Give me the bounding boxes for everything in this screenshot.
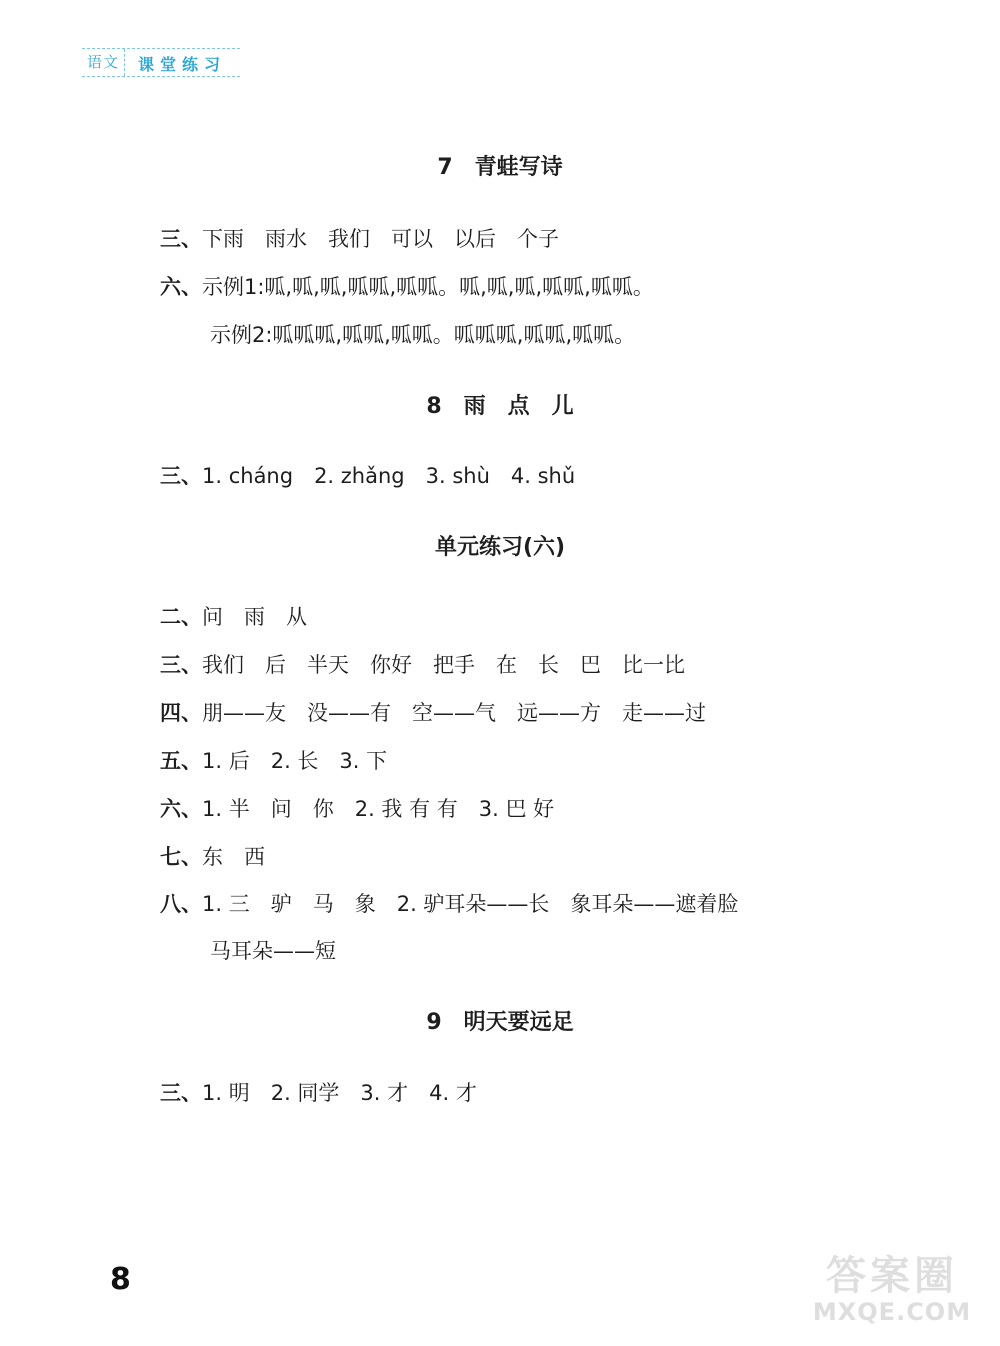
answer-line [160, 271, 654, 301]
question-number: 七、 [160, 845, 202, 869]
answer-line [160, 649, 685, 679]
page-header [82, 48, 240, 77]
watermark [802, 1254, 982, 1334]
question-number: 六、 [160, 275, 202, 299]
answer-text: 我们 后 半天 你好 把手 在 长 巴 比一比 [202, 653, 685, 677]
answer-line [160, 697, 706, 727]
page-number: 8 [110, 1262, 131, 1297]
answer-line [160, 793, 554, 823]
answer-text: 问 雨 从 [202, 605, 307, 629]
question-number: 八、 [160, 892, 202, 916]
question-number: 五、 [160, 749, 202, 773]
question-number: 二、 [160, 605, 202, 629]
question-number: 六、 [160, 797, 202, 821]
answer-line [160, 1077, 477, 1107]
answer-line [160, 601, 307, 631]
book-title: 课堂练习 [138, 55, 227, 74]
answer-text: 马耳朵——短 [210, 939, 336, 963]
section-title: 单元练习(六) [434, 535, 566, 560]
question-number: 三、 [160, 1081, 202, 1105]
watermark-url: MXQE.COM [812, 1298, 972, 1326]
answer-text: 1. 半 问 你 2. 我 有 有 3. 巴 好 [202, 797, 555, 821]
watermark-logo-text: 答案圈 [826, 1253, 958, 1299]
answer-line [210, 319, 635, 349]
answer-text: 1. 后 2. 长 3. 下 [202, 749, 388, 773]
answer-text: 1. 三 驴 马 象 2. 驴耳朵——长 象耳朵——遮着脸 [202, 892, 739, 916]
answer-line [210, 935, 336, 965]
answer-line [160, 745, 387, 775]
section-title: 9 明天要远足 [426, 1010, 574, 1035]
subject-label: 语文 [82, 49, 125, 76]
answer-text: 1. 明 2. 同学 3. 才 4. 才 [202, 1081, 477, 1105]
answer-text: 朋——友 没——有 空——气 远——方 走——过 [202, 701, 706, 725]
question-number: 三、 [160, 227, 202, 251]
question-number: 四、 [160, 701, 202, 725]
question-number: 三、 [160, 653, 202, 677]
question-number: 三、 [160, 464, 202, 488]
answer-line [160, 888, 738, 918]
answer-text: 示例1:呱,呱,呱,呱呱,呱呱。呱,呱,呱,呱呱,呱呱。 [202, 275, 654, 299]
answer-line [160, 460, 575, 490]
section-title: 8 雨 点 儿 [426, 394, 574, 419]
answer-line [160, 223, 559, 253]
answer-text: 1. cháng 2. zhǎng 3. shù 4. shǔ [202, 464, 576, 488]
answer-line [160, 841, 265, 871]
answer-text: 下雨 雨水 我们 可以 以后 个子 [202, 227, 559, 251]
section-title: 7 青蛙写诗 [437, 155, 563, 180]
answer-text: 东 西 [202, 845, 265, 869]
answer-text: 示例2:呱呱呱,呱呱,呱呱。呱呱呱,呱呱,呱呱。 [210, 323, 636, 347]
